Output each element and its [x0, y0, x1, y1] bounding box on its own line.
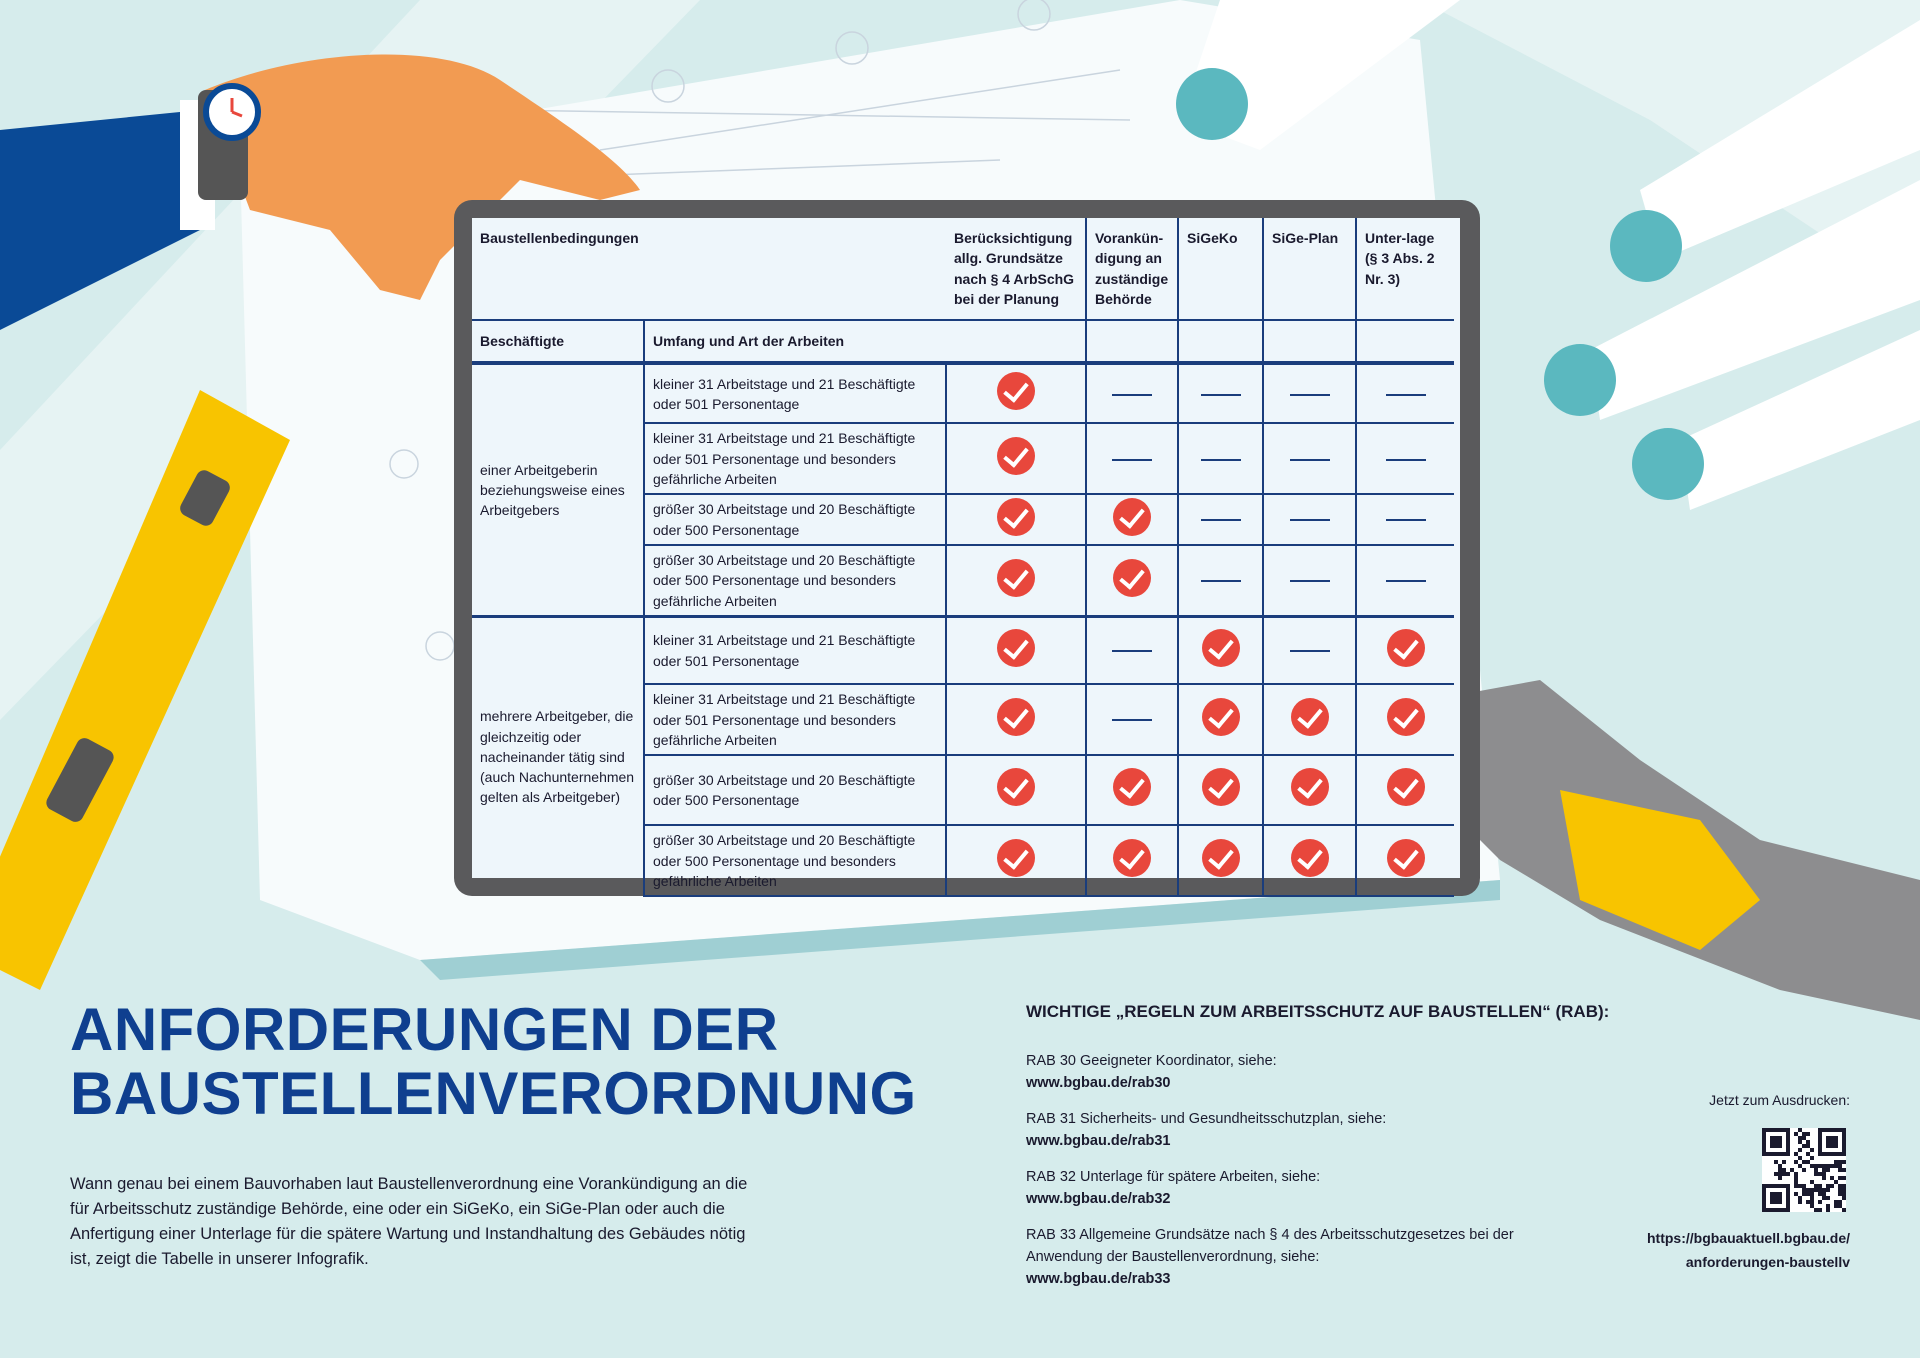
- check-circle-icon: [997, 437, 1035, 475]
- dash-icon: [1112, 719, 1152, 721]
- header-col-sigeko: SiGeKo: [1178, 218, 1263, 320]
- header-employed: Beschäftigte: [472, 320, 644, 361]
- check-circle-icon: [1291, 698, 1329, 736]
- requirement-cell: [946, 825, 1086, 896]
- work-scope-cell: kleiner 31 Arbeitstage und 21 Beschäftigte oder 501 Personentage und besonders gefährliche Arbeiten: [644, 423, 946, 494]
- requirement-cell: [1356, 616, 1454, 684]
- requirement-cell: [946, 684, 1086, 755]
- work-scope-cell: kleiner 31 Arbeitstage und 21 Beschäftigte oder 501 Personentage: [644, 616, 946, 684]
- requirement-cell: [1263, 684, 1356, 755]
- header-empty: [1356, 320, 1454, 361]
- check-circle-icon: [997, 698, 1035, 736]
- dash-icon: [1112, 459, 1152, 461]
- rab-link[interactable]: www.bgbau.de/rab30: [1026, 1075, 1171, 1091]
- check-circle-icon: [1387, 768, 1425, 806]
- requirement-cell: [1356, 755, 1454, 825]
- check-circle-icon: [1202, 629, 1240, 667]
- header-empty: [1263, 320, 1356, 361]
- check-circle-icon: [997, 768, 1035, 806]
- requirement-cell: [1178, 755, 1263, 825]
- check-circle-icon: [1291, 839, 1329, 877]
- regulation-table: [472, 218, 1454, 897]
- requirement-cell: [1086, 365, 1178, 423]
- gloved-hand: [1420, 680, 1920, 1020]
- requirement-cell: [946, 423, 1086, 494]
- qr-label: Jetzt zum Ausdrucken:: [1709, 1092, 1850, 1108]
- check-circle-icon: [997, 629, 1035, 667]
- employer-cell: einer Arbeitgeberin beziehungsweise eines Arbeitgebers: [472, 365, 644, 616]
- requirement-cell: [1356, 684, 1454, 755]
- page-title: [70, 998, 917, 1126]
- rab-heading: WICHTIGE „REGELN ZUM ARBEITSSCHUTZ AUF BAUSTELLEN“ (RAB):: [1026, 1002, 1610, 1021]
- requirement-cell: [1178, 545, 1263, 616]
- requirement-cell: [946, 365, 1086, 423]
- requirement-cell: [1086, 755, 1178, 825]
- rab-item-text: RAB 33 Allgemeine Grundsätze nach § 4 des Arbeitsschutzgesetzes bei der Anwendung der Baustellenverordnung, siehe:: [1026, 1227, 1514, 1265]
- requirement-cell: [1263, 423, 1356, 494]
- requirement-cell: [1263, 825, 1356, 896]
- requirement-cell: [946, 545, 1086, 616]
- header-conditions: Baustellenbedingungen: [480, 230, 639, 246]
- dash-icon: [1112, 650, 1152, 652]
- check-circle-icon: [997, 372, 1035, 410]
- check-circle-icon: [1387, 839, 1425, 877]
- work-scope-cell: größer 30 Arbeitstage und 20 Beschäftigte oder 500 Personentage und besonders gefährliche Arbeiten: [644, 825, 946, 896]
- rab-link[interactable]: www.bgbau.de/rab31: [1026, 1133, 1171, 1149]
- check-circle-icon: [1387, 629, 1425, 667]
- qr-url-line-2[interactable]: anforderungen-baustellv: [1685, 1254, 1850, 1270]
- header-col-notification: Vorankün-digung an zuständige Behörde: [1086, 218, 1178, 320]
- title-line-1: ANFORDERUNGEN DER: [70, 996, 779, 1063]
- dash-icon: [1386, 519, 1426, 521]
- dash-icon: [1386, 394, 1426, 396]
- dash-icon: [1201, 519, 1241, 521]
- check-circle-icon: [997, 839, 1035, 877]
- work-scope-cell: größer 30 Arbeitstage und 20 Beschäftigte oder 500 Personentage und besonders gefährliche Arbeiten: [644, 545, 946, 616]
- check-circle-icon: [1113, 498, 1151, 536]
- requirement-cell: [1086, 494, 1178, 545]
- dash-icon: [1386, 580, 1426, 582]
- rab-item-text: RAB 32 Unterlage für spätere Arbeiten, siehe:: [1026, 1169, 1321, 1185]
- rab-link[interactable]: www.bgbau.de/rab32: [1026, 1191, 1171, 1207]
- rab-link[interactable]: www.bgbau.de/rab33: [1026, 1271, 1171, 1287]
- check-circle-icon: [1387, 698, 1425, 736]
- check-circle-icon: [1113, 839, 1151, 877]
- work-scope-cell: größer 30 Arbeitstage und 20 Beschäftigte oder 500 Personentage: [644, 494, 946, 545]
- header-empty: [1086, 320, 1178, 361]
- dash-icon: [1201, 580, 1241, 582]
- requirement-cell: [1263, 494, 1356, 545]
- rab-item-text: RAB 30 Geeigneter Koordinator, siehe:: [1026, 1053, 1277, 1069]
- dash-icon: [1290, 459, 1330, 461]
- requirement-cell: [1356, 365, 1454, 423]
- rab-item-text: RAB 31 Sicherheits- und Gesundheitsschutzplan, siehe:: [1026, 1111, 1387, 1127]
- intro-text: Wann genau bei einem Bauvorhaben laut Baustellenverordnung eine Vorankündigung an die für Arbeitsschutz zuständige Behörde, eine oder ein SiGeKo, ein SiGe-Plan oder auch die Anfertigung einer Unterlage für die spätere Wartung und Instandhaltung des Gebäudes nötig ist, zeigt die Tabelle in unserer Infografik.: [70, 1175, 748, 1268]
- rab-section: [1026, 1002, 1646, 1304]
- requirement-cell: [1086, 825, 1178, 896]
- work-scope-cell: kleiner 31 Arbeitstage und 21 Beschäftigte oder 501 Personentage und besonders gefährliche Arbeiten: [644, 684, 946, 755]
- qr-url[interactable]: [1590, 1226, 1850, 1274]
- header-scope: Umfang und Art der Arbeiten: [644, 320, 946, 361]
- qr-url-line-1[interactable]: https://bgbauaktuell.bgbau.de/: [1647, 1230, 1850, 1246]
- table-body: [472, 365, 1454, 896]
- requirement-cell: [1178, 616, 1263, 684]
- requirement-cell: [1263, 755, 1356, 825]
- requirement-cell: [1086, 423, 1178, 494]
- dash-icon: [1290, 580, 1330, 582]
- requirement-cell: [1178, 494, 1263, 545]
- dash-icon: [1290, 394, 1330, 396]
- work-scope-cell: kleiner 31 Arbeitstage und 21 Beschäftigte oder 501 Personentage: [644, 365, 946, 423]
- check-circle-icon: [1202, 768, 1240, 806]
- requirement-cell: [1263, 545, 1356, 616]
- requirement-cell: [1086, 545, 1178, 616]
- requirement-cell: [1086, 684, 1178, 755]
- header-empty: [1178, 320, 1263, 361]
- employer-cell: mehrere Arbeitgeber, die gleichzeitig oder nacheinander tätig sind (auch Nachunternehmen gelten als Arbeitgeber): [472, 616, 644, 896]
- qr-code-icon[interactable]: [1762, 1128, 1846, 1212]
- requirement-cell: [946, 616, 1086, 684]
- requirement-cell: [1178, 684, 1263, 755]
- dash-icon: [1112, 394, 1152, 396]
- title-line-2: BAUSTELLENVERORDNUNG: [70, 1060, 917, 1127]
- check-circle-icon: [1113, 768, 1151, 806]
- requirement-cell: [1356, 423, 1454, 494]
- requirement-cell: [1086, 616, 1178, 684]
- header-empty: [946, 320, 1086, 361]
- check-circle-icon: [1202, 839, 1240, 877]
- dash-icon: [1386, 459, 1426, 461]
- check-circle-icon: [997, 559, 1035, 597]
- header-col-sige-plan: SiGe-Plan: [1263, 218, 1356, 320]
- work-scope-cell: größer 30 Arbeitstage und 20 Beschäftigte oder 500 Personentage: [644, 755, 946, 825]
- dash-icon: [1201, 459, 1241, 461]
- tablet-screen: [472, 218, 1460, 889]
- requirement-cell: [1263, 365, 1356, 423]
- requirement-cell: [1178, 365, 1263, 423]
- requirement-cell: [1356, 545, 1454, 616]
- requirement-cell: [1263, 616, 1356, 684]
- table-row: [472, 365, 1454, 423]
- requirement-cell: [1178, 423, 1263, 494]
- dash-icon: [1201, 394, 1241, 396]
- check-circle-icon: [997, 498, 1035, 536]
- check-circle-icon: [1291, 768, 1329, 806]
- check-circle-icon: [1113, 559, 1151, 597]
- dash-icon: [1290, 650, 1330, 652]
- header-col-principles: Berücksichtigung allg. Grundsätze nach § 4 ArbSchG bei der Planung: [946, 218, 1086, 320]
- requirement-cell: [946, 494, 1086, 545]
- requirement-cell: [1178, 825, 1263, 896]
- dash-icon: [1290, 519, 1330, 521]
- table-row: [472, 616, 1454, 684]
- requirement-cell: [1356, 494, 1454, 545]
- header-col-documentation: Unter-lage (§ 3 Abs. 2 Nr. 3): [1365, 230, 1435, 287]
- check-circle-icon: [1202, 698, 1240, 736]
- requirement-cell: [946, 755, 1086, 825]
- requirement-cell: [1356, 825, 1454, 896]
